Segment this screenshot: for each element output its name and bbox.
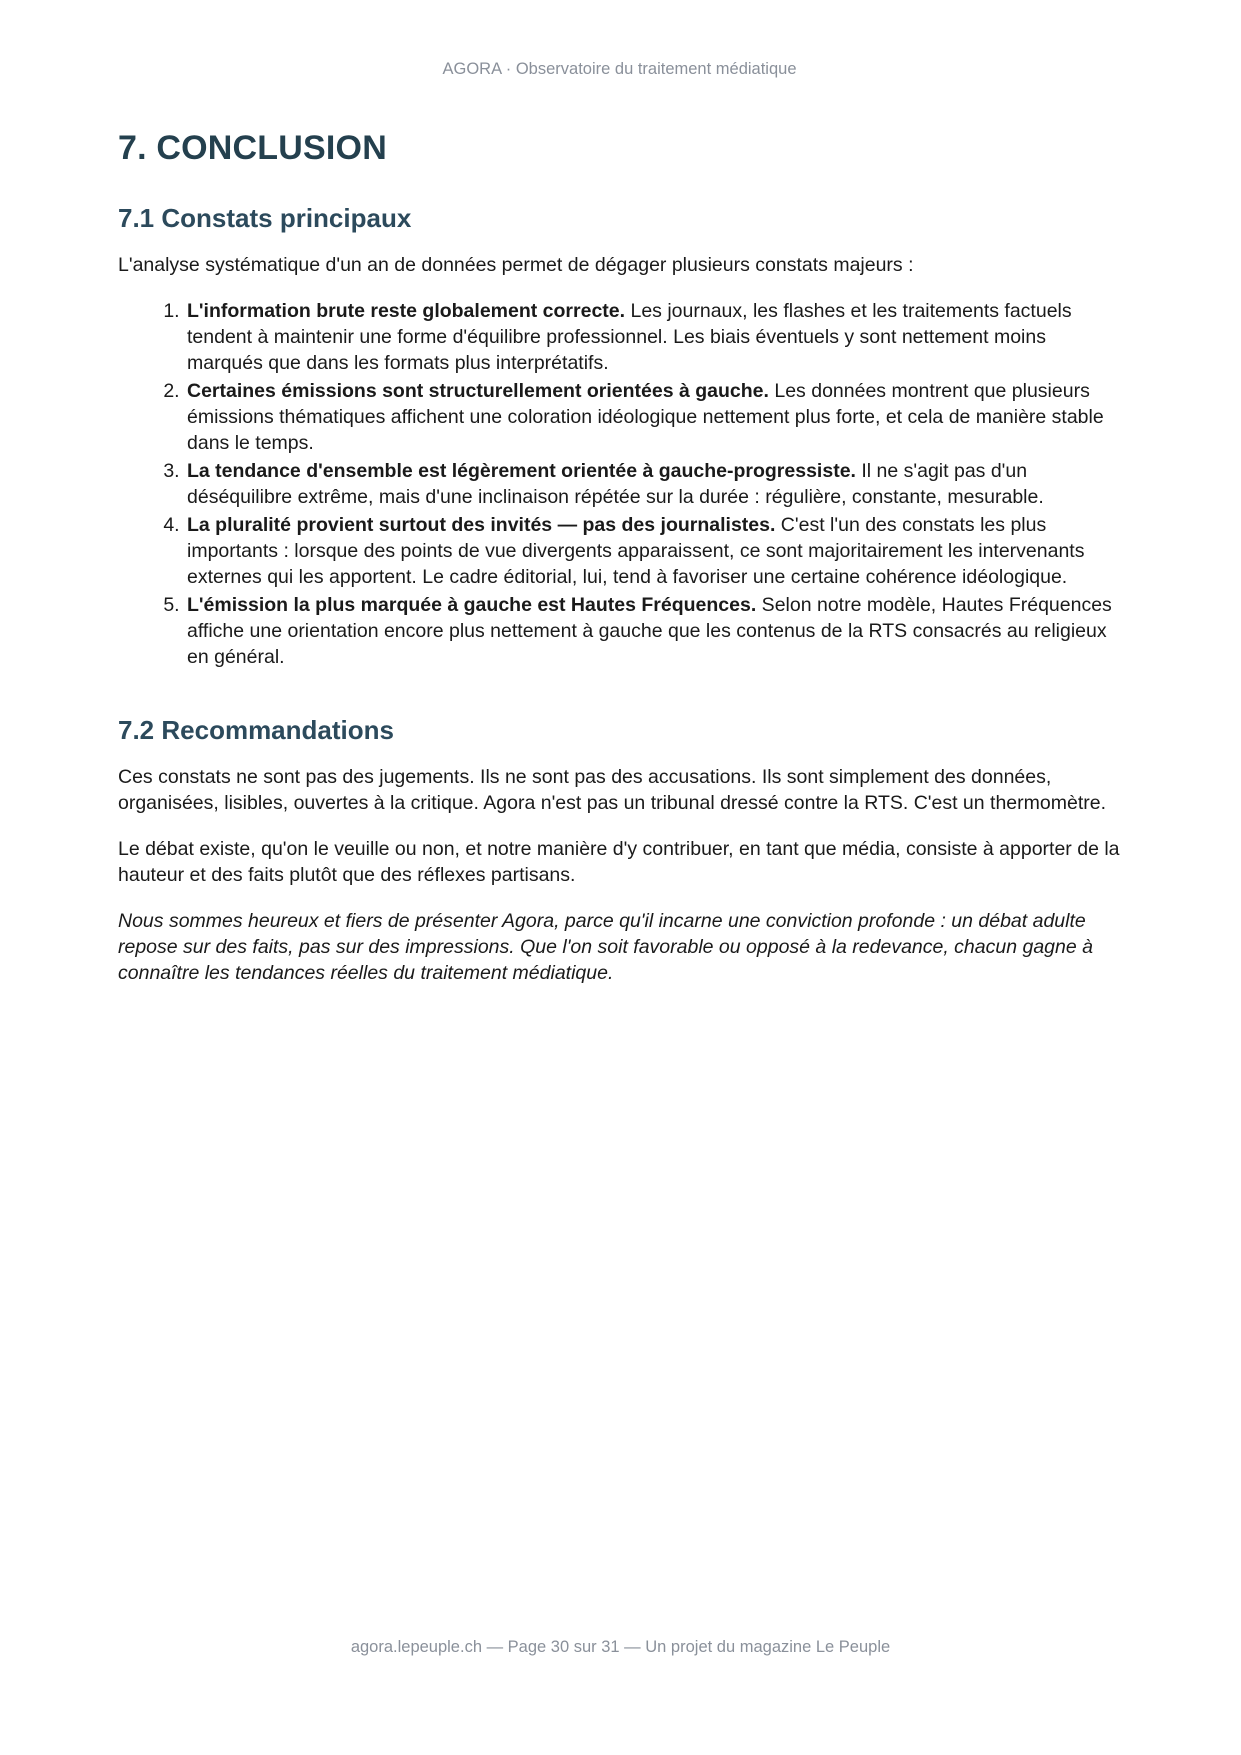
list-item (185, 512, 1121, 590)
section-intro: L'analyse systématique d'un an de données permet de dégager plusieurs constats majeurs : (118, 254, 914, 276)
list-item-rest: C'est l'un des constats les plus importants : lorsque des points de vue divergents apparaissent, ce sont majoritairement les intervenants externes qui les apportent. Le cadre éditorial, lui, tend à favoriser une certaine cohérence idéologique. (187, 514, 1085, 588)
page-title: 7. CONCLUSION (118, 129, 387, 167)
list-item (185, 592, 1121, 670)
section-heading-7-1: 7.1 Constats principaux (118, 203, 412, 233)
section-recommandations (118, 714, 1121, 986)
list-item (185, 298, 1121, 376)
section-heading-7-2: 7.2 Recommandations (118, 715, 394, 745)
recommandations-paragraph-2: Le débat existe, qu'on le veuille ou non, et notre manière d'y contribuer, en tant que média, consiste à apporter de la hauteur et des faits plutôt que des réflexes partisans. (118, 838, 1120, 886)
list-item-rest: Les journaux, les flashes et les traitements factuels tendent à maintenir une forme d'équilibre professionnel. Les biais éventuels y sont nettement moins marqués que dans les formats plus interprétatifs. (187, 300, 1072, 374)
section-constats-principaux (118, 202, 1121, 670)
list-item (185, 458, 1121, 510)
recommandations-paragraph-1: Ces constats ne sont pas des jugements. Ils ne sont pas des accusations. Ils sont simplement des données, organisées, lisibles, ouvertes à la critique. Agora n'est pas un tribunal dressé contre la RTS. C'est un thermomètre. (118, 766, 1106, 814)
running-header: AGORA · Observatoire du traitement médiatique (442, 60, 797, 78)
list-item-lead: Certaines émissions sont structurellement orientées à gauche. (187, 380, 769, 402)
list-item-lead: L'information brute reste globalement correcte. (187, 300, 626, 322)
list-item-lead: La pluralité provient surtout des invités — pas des journalistes. (187, 514, 776, 536)
list-item-rest: Selon notre modèle, Hautes Fréquences affiche une orientation encore plus nettement à gauche que les contenus de la RTS consacrés au religieux en général. (187, 594, 1112, 668)
recommandations-paragraph-3-italic: Nous sommes heureux et fiers de présenter Agora, parce qu'il incarne une conviction profonde : un débat adulte repose sur des faits, pas sur des impressions. Que l'on soit favorable ou opposé à la redevance, chacun gagne à connaître les tendances réelles du traitement médiatique. (118, 910, 1093, 984)
constats-list (118, 298, 1121, 670)
list-item (185, 378, 1121, 456)
list-item-rest: Il ne s'agit pas d'un déséquilibre extrême, mais d'une inclinaison répétée sur la durée : régulière, constante, mesurable. (187, 460, 1044, 508)
list-item-rest: Les données montrent que plusieurs émissions thématiques affichent une coloration idéologique nettement plus forte, et cela de manière stable dans le temps. (187, 380, 1104, 454)
running-footer: agora.lepeuple.ch — Page 30 sur 31 — Un projet du magazine Le Peuple (350, 1638, 891, 1656)
list-item-lead: L'émission la plus marquée à gauche est Hautes Fréquences. (187, 594, 757, 616)
list-item-lead: La tendance d'ensemble est légèrement orientée à gauche-progressiste. (187, 460, 856, 482)
